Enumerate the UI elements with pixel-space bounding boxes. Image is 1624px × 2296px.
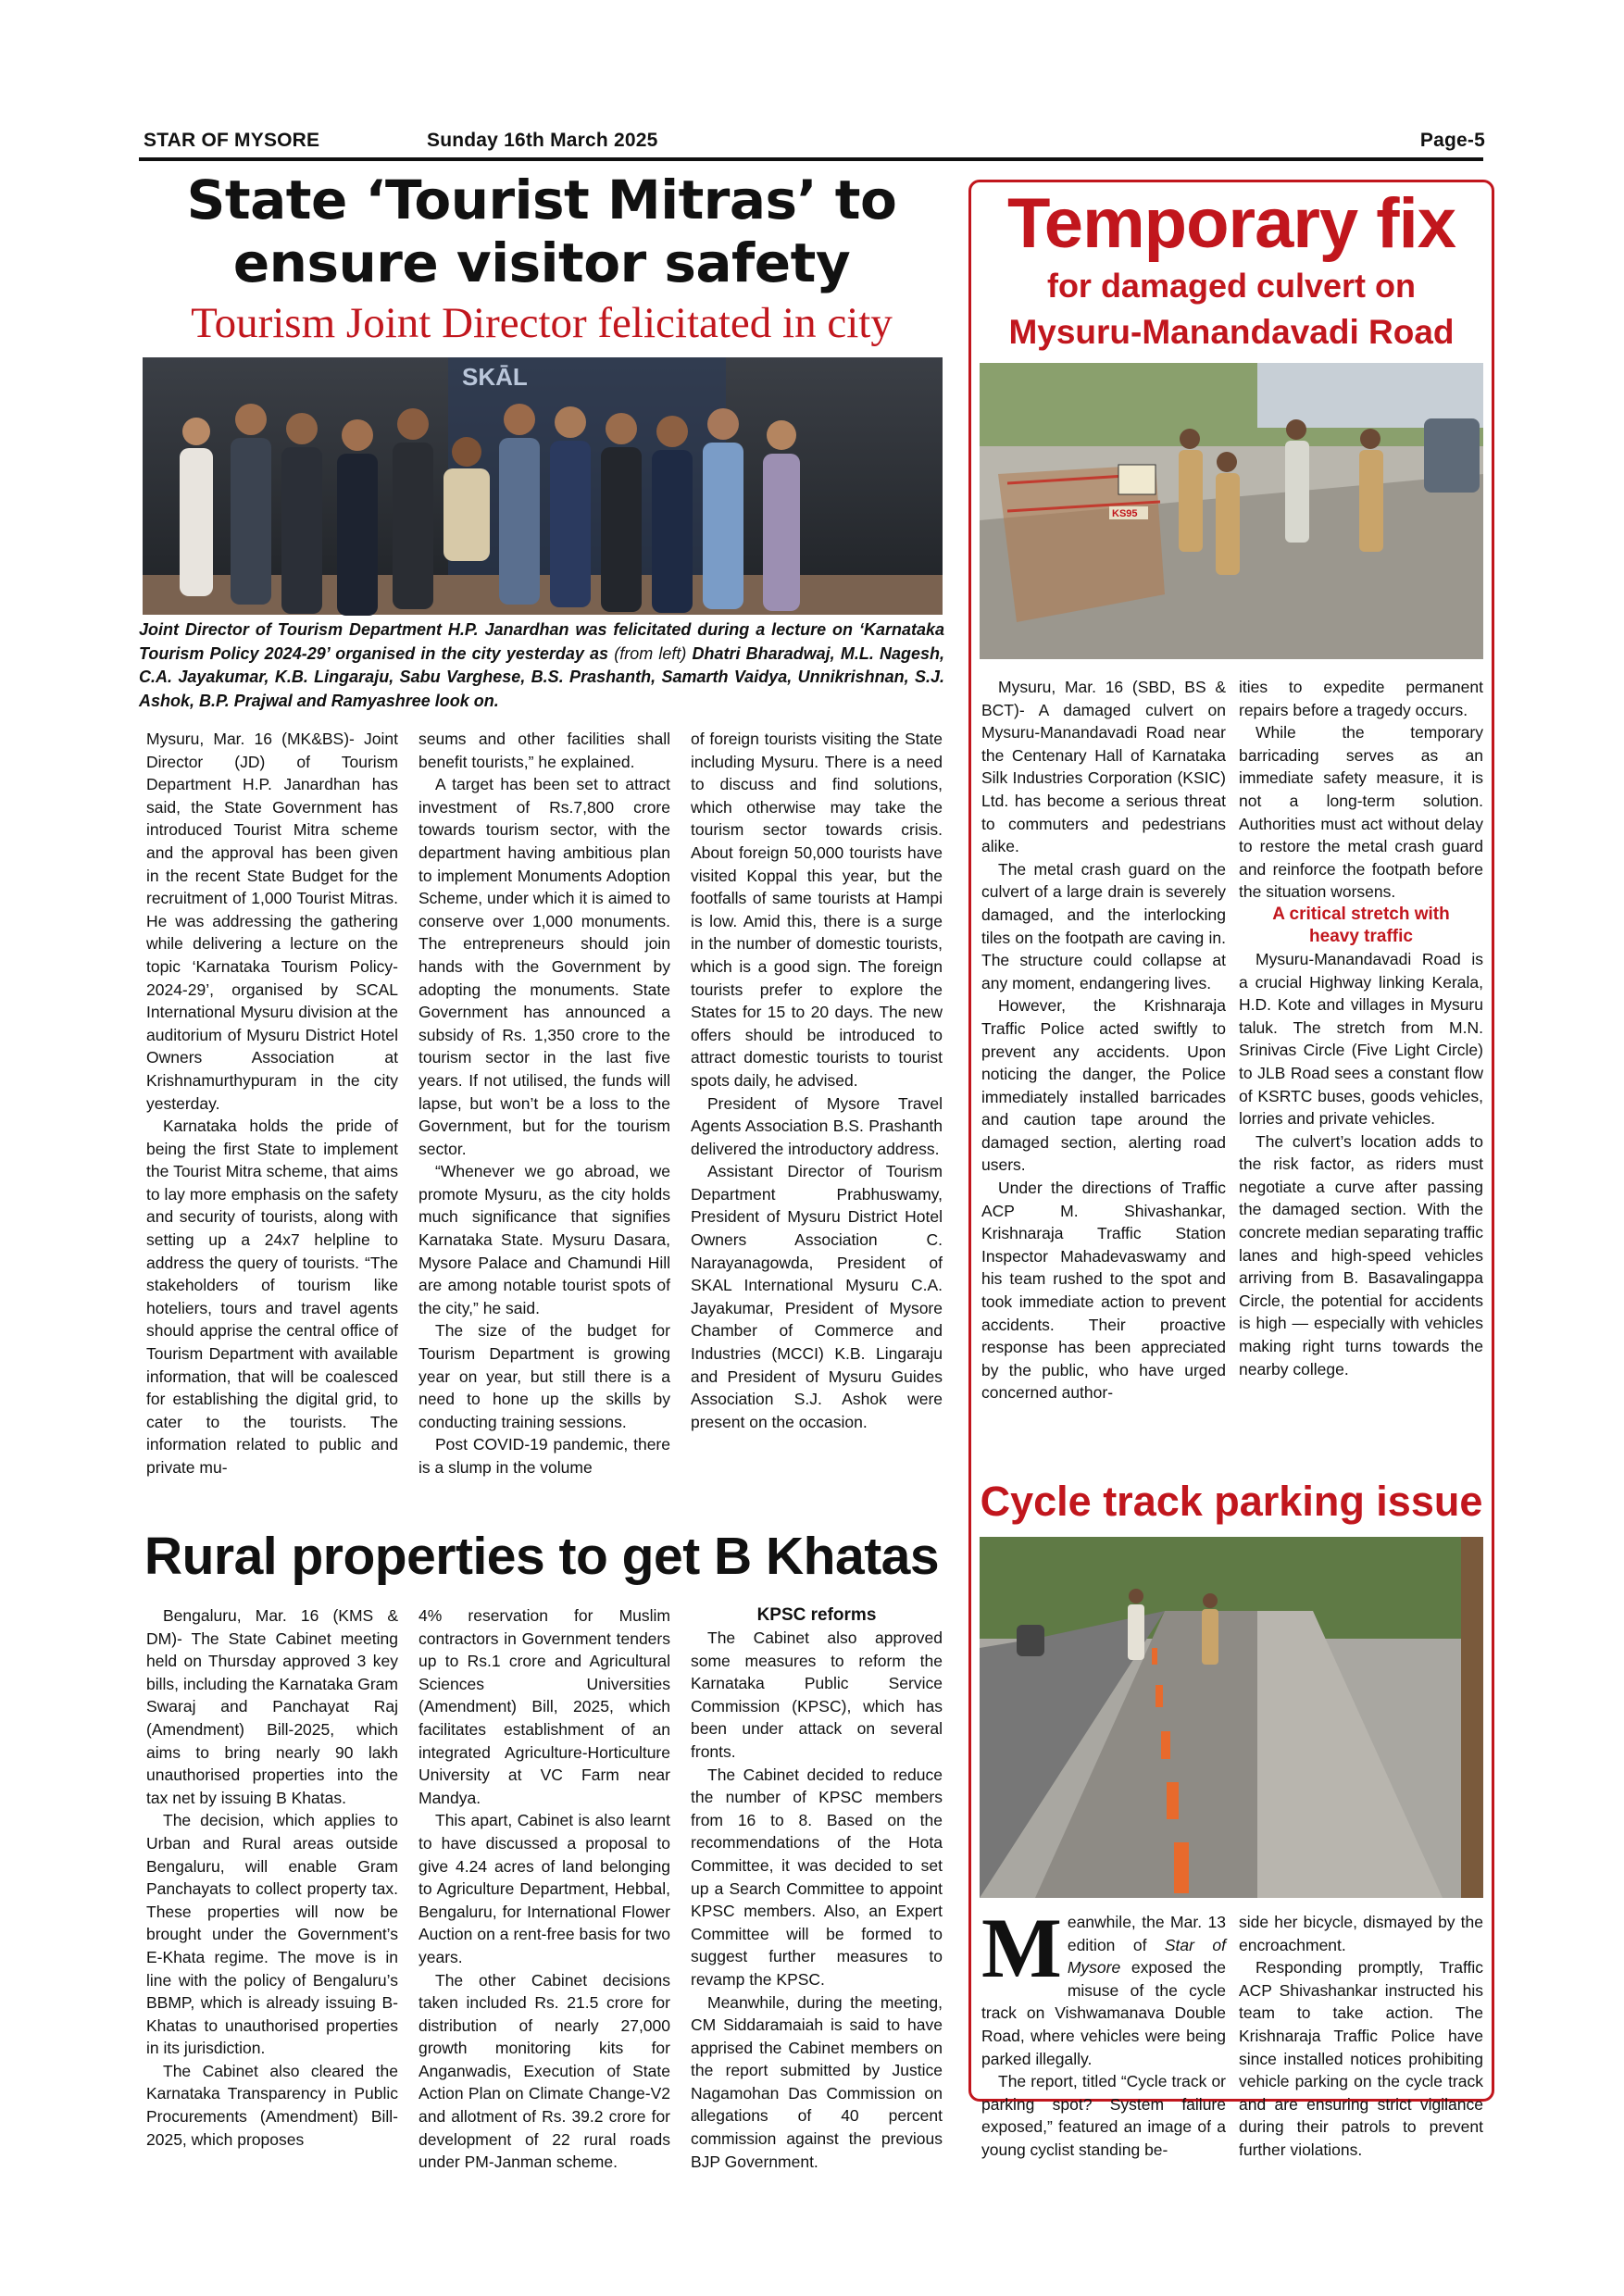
story2-subhead-line2: Mysuru-Manandavadi Road xyxy=(1008,313,1455,351)
story1-column-2: seums and other facilities shall benefit tourists,” he explained. A target has been set to attract investment of Rs.7,800 crore towards tourism sector, with the department having ambitious plan to implement Monuments Adoption Scheme, under which it is aimed to conserve over 1,000 monuments. The entrepreneurs should join hands with the Government by adopting the monuments. State Government has announced a subsidy of Rs. 1,350 crore to the tourism sector in the last five years. If not utilised, the funds will lapse, but won’t be a loss to the Government, but for the tourism sector. “Whenever we go abroad, we promote Mysuru, as the city holds much significance that signifies Karnataka State. Mysuru Dasara, Mysore Palace and Chamundi Hill are among notable tourist spots of the city,” he said. The size of the budget for Tourism Department is growing year on year, but still there is a need to hone up the skills by conducting training sessions. Post COVID-19 pandemic, there is a slump in the volume xyxy=(418,730,670,1477)
story1-group-photo xyxy=(143,357,943,615)
story2-column-2: ities to expedite permanent repairs before a tragedy occurs. While the temporary barricading serves as an immediate safety measure, it is not a long-term solution. Authorities must act without delay to restore the metal crash guard and reinforce the footpath before the situation worsens. A critical stretch with heavy traffic Mysuru-Manandavadi Road is a crucial Highway linking Kerala, H.D. Kote and villages in Mysuru taluk. The stretch from M.N. Srinivas Circle (Five Light Circle) to JLB Road sees a constant flow of KSRTC buses, goods vehicles, lorries and private vehicles. The culvert’s location adds to the risk factor, as riders must negotiate a curve after passing the damaged section. With the concrete median separating traffic lanes and high-speed vehicles arriving from B. Basavalingappa Circle, the potential for accidents is high — especially with vehicles making right turns towards the nearby college. xyxy=(1239,678,1483,1379)
story2-col2-subhead: A critical stretch with heavy traffic xyxy=(1272,904,1450,946)
group-photo-illustration xyxy=(143,357,943,615)
masthead-page: Page-5 xyxy=(1419,130,1485,151)
story3-column-1: Bengaluru, Mar. 16 (KMS & DM)- The State Cabinet meeting held on Thursday approved 3 key bills, including the Karnataka Gram Swaraj and Panchayat Raj (Amendment) Bill-2025, which aims to bring nearly 90 lakh unauthorised properties into the tax net by issuing B Khatas. The decision, which applies to Urban and Rural areas outside Bengaluru, will enable Gram Panchayats to collect property tax. These properties will now be brought under the Government’s E-Khata regime. The move is in line with the policy of Bengaluru’s BBMP, which is already issuing B-Khatas to unauthorised properties in its jurisdiction. The Cabinet also cleared the Karnataka Transparency in Public Procurements (Amendment) Bill-2025, which proposes xyxy=(146,1606,398,2149)
story1-column-1: Mysuru, Mar. 16 (MK&BS)- Joint Director (JD) of Tourism Department H.P. Janardhan has said, the State Government has introduced Tourist Mitra scheme and the approval has been given in the recent State Budget for the recruitment of 1,000 Tourist Mitras. He was addressing the gathering while delivering a lecture on the topic ‘Karnataka Tourism Policy- 2024-29’, organised by SCAL International Mysuru division at the auditorium of Mysuru District Hotel Owners Association at Krishnamurthypuram in the city yesterday. Karnataka holds the pride of being the first State to implement the Tourist Mitra scheme, that aims to lay more emphasis on the safety and security of tourists, along with setting up a 24x7 helpline to address the query of tourists. “The stakeholders of tourism like hoteliers, tours and travel agents should apprise the central office of Tourism Department with available information, that will be coalesced for establishing the digital grid, to cater to the tourists. The information related to public and private mu- xyxy=(146,730,398,1477)
masthead-paper-name: STAR OF MYSORE xyxy=(144,130,320,151)
culvert-photo-illustration xyxy=(980,363,1483,659)
story4-cycle-track-photo xyxy=(980,1537,1483,1898)
cycle-track-photo-illustration xyxy=(980,1537,1483,1898)
culvert-sign-text: KS95 xyxy=(1112,508,1138,519)
story1-column-3: of foreign tourists visiting the State including Mysuru. There is a need to discuss and find solutions, which otherwise may take the tourism sector towards crisis. About foreign 50,000 tourists have visited Koppal this year, but the footfalls of same tourists at Hampi is low. Amid this, there is a surge in the number of domestic tourists, which is a good sign. The foreign tourists prefer to explore the States for 15 to 20 days. The new offers should be introduced to attract domestic tourists to tourist spots daily, he advised. President of Mysore Travel Agents Association B.S. Prashanth delivered the introductory address. Assistant Director of Tourism Department Prabhuswamy, President of Mysuru District Hotel Owners Association C. Narayanagowda, President of SKAL International Mysuru C.A. Jayakumar, President of Mysore Chamber of Commerce and Industries (MCCI) K.B. Lingaraju and President of Mysuru Guides Association S.J. Ashok were present on the occasion. xyxy=(691,730,943,1431)
story3-headline: Rural properties to get B Khatas xyxy=(144,1527,940,1586)
story2-culvert-photo xyxy=(980,363,1483,659)
story4-column-1: M eanwhile, the Mar. 13 edition of Star of Mysore exposed the misuse of the cycle track on Vishwamanava Double Road, where vehicles were being parked illegally. The report, titled “Cycle track or parking spot? System failure exposed,” featured an image of a young cyclist standing be- xyxy=(981,1901,1226,2159)
story3-column-2: 4% reservation for Muslim contractors in Government tenders up to Rs.1 crore and Agricultural Sciences Universities (Amendment) Bill, 2025, which facilitates establishment of an integrated Agriculture-Horticulture University at VC Farm near Mandya. This apart, Cabinet is also learnt to have discussed a proposal to give 4.24 acres of land belonging to Agriculture Department, Hebbal, Bengaluru, for International Flower Auction on a rent-free basis for two years. The other Cabinet decisions taken included Rs. 21.5 crore for distribution of nearly 27,000 growth monitoring kits for Anganwadis, Execution of State Action Plan on Climate Change-V2 and allotment of Rs. 39.2 crore for development of 22 rural roads under PM-Janman scheme. xyxy=(418,1606,670,2172)
story2-subhead-line1: for damaged culvert on xyxy=(1046,267,1417,305)
story1-headline: State ‘Tourist Mitras’ to ensure visitor safety xyxy=(186,168,897,294)
story1-photo-caption: Joint Director of Tourism Department H.P. Janardhan was felicitated during a lecture on ‘Karnataka Tourism Policy 2024-29’ organised in the city yesterday as (from left) Dhatri Bharadwaj, M.L. Nagesh, C.A. Jayakumar, K.B. Lingaraju, Sabu Varghese, B.S. Prashanth, Samarth Vaidya, Unnikrishnan, S.J. Ashok, B.P. Prajwal and Ramyashree look on. xyxy=(139,620,944,710)
story2-column-1: Mysuru, Mar. 16 (SBD, BS & BCT)- A damaged culvert on Mysuru-Manandavadi Road near the Centenary Hall of Karnataka Silk Industries Corporation (KSIC) Ltd. has become a serious threat to commuters and pedestrians alike. The metal crash guard on the culvert of a large drain is severely damaged, and the interlocking tiles on the footpath are caving in. The structure could collapse at any moment, endangering lives. However, the Krishnaraja Traffic Police acted swiftly to prevent any accidents. Upon noticing the danger, the Police immediately installed barricades and caution tape around the damaged section, alerting road users. Under the directions of Traffic ACP M. Shivashankar, Krishnaraja Traffic Station Inspector Mahadevaswamy and his team rushed to the spot and took immediate action to prevent accidents. Their proactive response has been appreciated by the public, who have urged concerned author- xyxy=(981,678,1226,1403)
masthead-date: Sunday 16th March 2025 xyxy=(427,130,658,151)
svg-text:SKĀL: SKĀL xyxy=(462,363,528,391)
story3-column-3: KPSC reforms The Cabinet also approved some measures to reform the Karnataka Public Service Commission (KPSC), which has been under attack on several fronts. The Cabinet decided to reduce the number of KPSC members from 16 to 8. Based on the recommendations of the Hota Committee, it was decided to set up a Search Committee to appoint KPSC members. Also, an Expert Committee will be formed to suggest further measures to revamp the KPSC. Meanwhile, during the meeting, CM Siddaramaiah is said to have apprised the Cabinet members on the report submitted by Justice Nagamohan Das Commission on allegations of 40 percent commission against the previous BJP Government. xyxy=(691,1605,943,2171)
story3-col3-subhead: KPSC reforms xyxy=(756,1605,877,1625)
story4-dropcap: M xyxy=(981,1901,1062,1995)
story1-subhead: Tourism Joint Director felicitated in city xyxy=(191,299,893,347)
story2-headline: Temporary fix xyxy=(1007,184,1455,263)
story4-column-2: side her bicycle, dismayed by the encroachment. Responding promptly, Traffic ACP Shivashankar instructed his team to take action. The Krishnaraja Traffic Police have since installed notices prohibiting vehicle parking on the cycle track and are ensuring strict vigilance during their patrols to prevent further violations. xyxy=(1239,1913,1483,2159)
masthead-rule xyxy=(139,157,1483,161)
story4-headline: Cycle track parking issue xyxy=(980,1478,1483,1525)
